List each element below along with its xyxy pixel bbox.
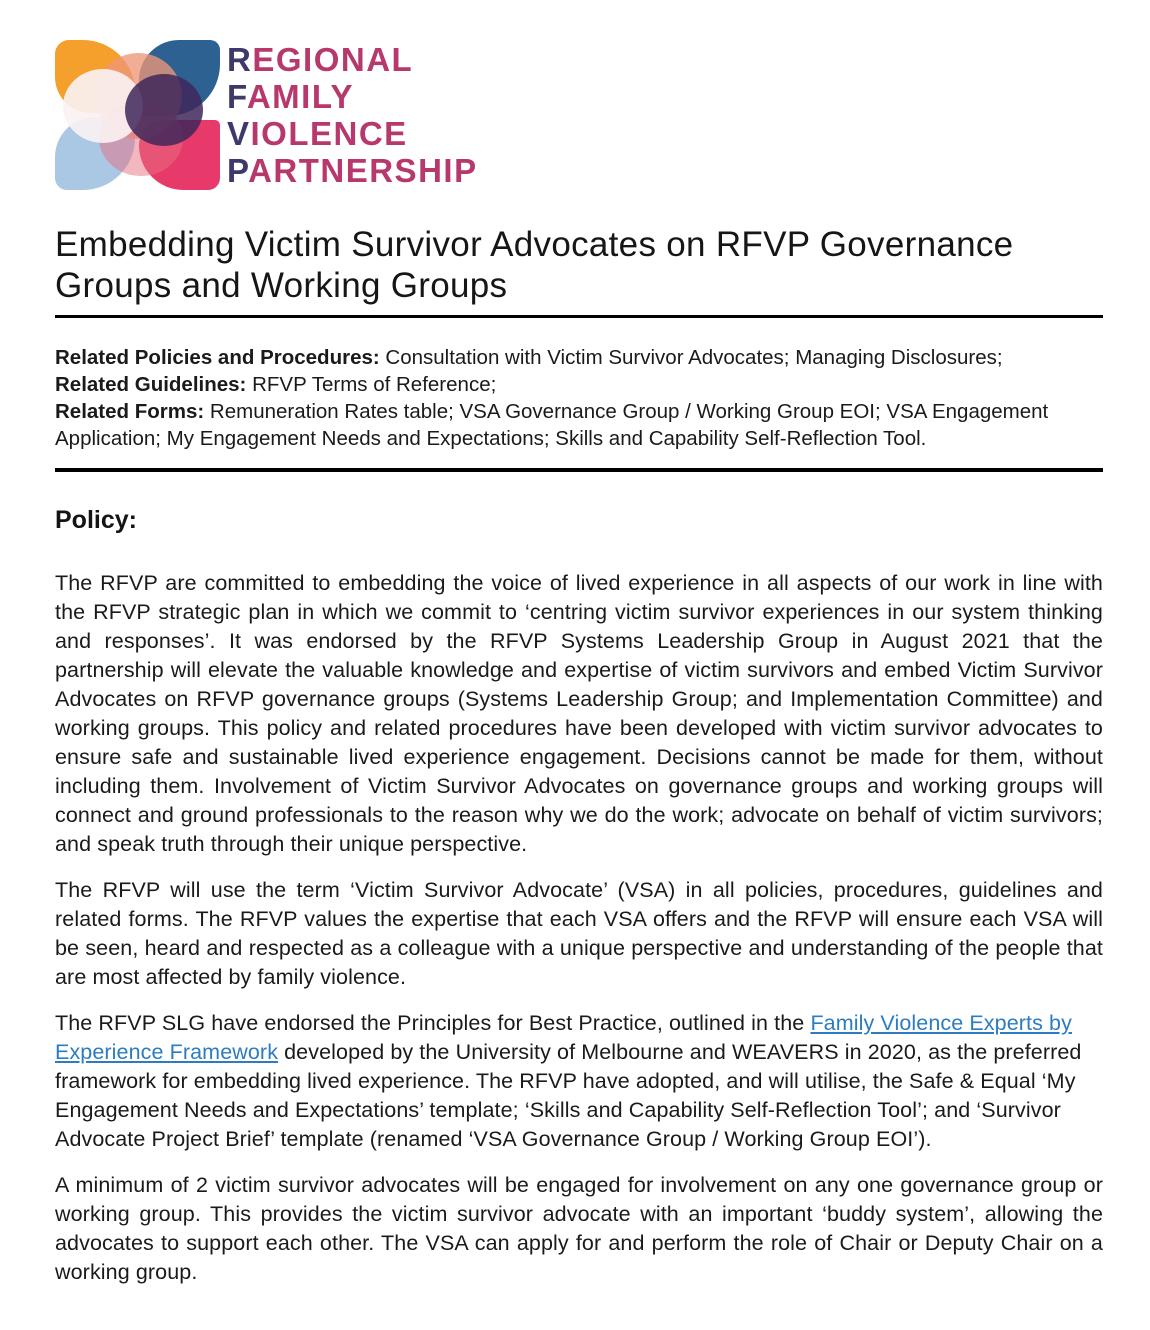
- related-guidelines-value: RFVP Terms of Reference;: [246, 373, 497, 396]
- policy-paragraph-2: The RFVP will use the term ‘Victim Survivor Advocate’ (VSA) in all policies, procedures, guidelines and related forms. The RFVP values the expertise that each VSA offers and the RFVP will ensure each VSA will be seen, heard and respected as a colleague with a unique perspective and understanding of the people that are most affected by family violence.: [55, 878, 1103, 989]
- related-forms-line: [55, 398, 1103, 452]
- section-divider: [55, 468, 1103, 472]
- related-guidelines-line: [55, 371, 1103, 398]
- logo-word-rest: IOLENCE: [250, 115, 408, 152]
- rfvp-logo-wordmark: [227, 40, 478, 189]
- rfvp-logo-mark: [55, 40, 220, 190]
- paragraph-3-text-after-link: developed by the University of Melbourne and WEAVERS in 2020, as the preferred framework for embedding lived experience. The RFVP have adopted, and will utilise, the Safe & Equal ‘My Engagement Needs and Expectations’ template; ‘Skills and Capability Self-Reflection Tool’; and ‘Survivor Advocate Project Brief’ template (renamed ‘VSA Governance Group / Working Group EOI’).: [55, 1040, 1082, 1151]
- related-policies-line: [55, 344, 1103, 371]
- logo-word-rest: ARTNERSHIP: [248, 152, 478, 189]
- policy-paragraph-1: The RFVP are committed to embedding the voice of lived experience in all aspects of our work in line with the RFVP strategic plan in which we commit to ‘centring victim survivor experiences in our system thinking and responses’. It was endorsed by the RFVP Systems Leadership Group in August 2021 that the partnership will elevate the valuable knowledge and expertise of victim survivors and embed Victim Survivor Advocates on RFVP governance groups (Systems Leadership Group; and Implementation Committee) and working groups. This policy and related procedures have been developed with victim survivor advocates to ensure safe and sustainable lived experience engagement. Decisions cannot be made for them, without including them. Involvement of Victim Survivor Advocates on governance groups and working groups will connect and ground professionals to the reason why we do the work; advocate on behalf of victim survivors; and speak truth through their unique perspective.: [55, 571, 1103, 856]
- logo-wordmark-line-violence: [227, 115, 478, 152]
- page-title-line-2: Groups and Working Groups: [55, 266, 508, 305]
- related-policies-label: Related Policies and Procedures:: [55, 346, 380, 369]
- logo-initial: P: [227, 152, 249, 189]
- policy-heading: Policy:: [55, 506, 137, 534]
- page-title: [55, 224, 1103, 318]
- logo-wordmark-line-family: [227, 78, 478, 115]
- rfvp-logo: [55, 40, 1103, 190]
- related-forms-label: Related Forms:: [55, 400, 205, 423]
- framework-link[interactable]: Family Violence Experts by Experience Framework: [55, 1011, 1072, 1064]
- logo-initial: V: [227, 115, 251, 152]
- logo-circle-purple-icon: [125, 74, 203, 146]
- related-policies-value: Consultation with Victim Survivor Advocates; Managing Disclosures;: [379, 346, 1003, 369]
- paragraph-3-text-before-link: The RFVP SLG have endorsed the Principles for Best Practice, outlined in the: [55, 1011, 811, 1035]
- related-documents-block: [55, 344, 1103, 452]
- logo-initial: R: [227, 41, 253, 78]
- logo-wordmark-line-regional: [227, 41, 478, 78]
- logo-wordmark-line-partnership: [227, 152, 478, 189]
- related-forms-value: Remuneration Rates table; VSA Governance Group / Working Group EOI; VSA Engagement Application; My Engagement Needs and Expectations; Skills and Capability Self-Reflection Tool.: [55, 400, 1049, 450]
- logo-initial: F: [227, 78, 247, 115]
- policy-paragraph-4: A minimum of 2 victim survivor advocates will be engaged for involvement on any one governance group or working group. This provides the victim survivor advocate with an important ‘buddy system’, allowing the advocates to support each other. The VSA can apply for and perform the role of Chair or Deputy Chair on a working group.: [55, 1173, 1103, 1284]
- page-title-line-1: Embedding Victim Survivor Advocates on RFVP Governance: [55, 225, 1014, 264]
- logo-word-rest: AMILY: [246, 78, 354, 115]
- logo-word-rest: EGIONAL: [252, 41, 414, 78]
- policy-paragraph-3: [55, 1009, 1103, 1154]
- related-guidelines-label: Related Guidelines:: [55, 373, 247, 396]
